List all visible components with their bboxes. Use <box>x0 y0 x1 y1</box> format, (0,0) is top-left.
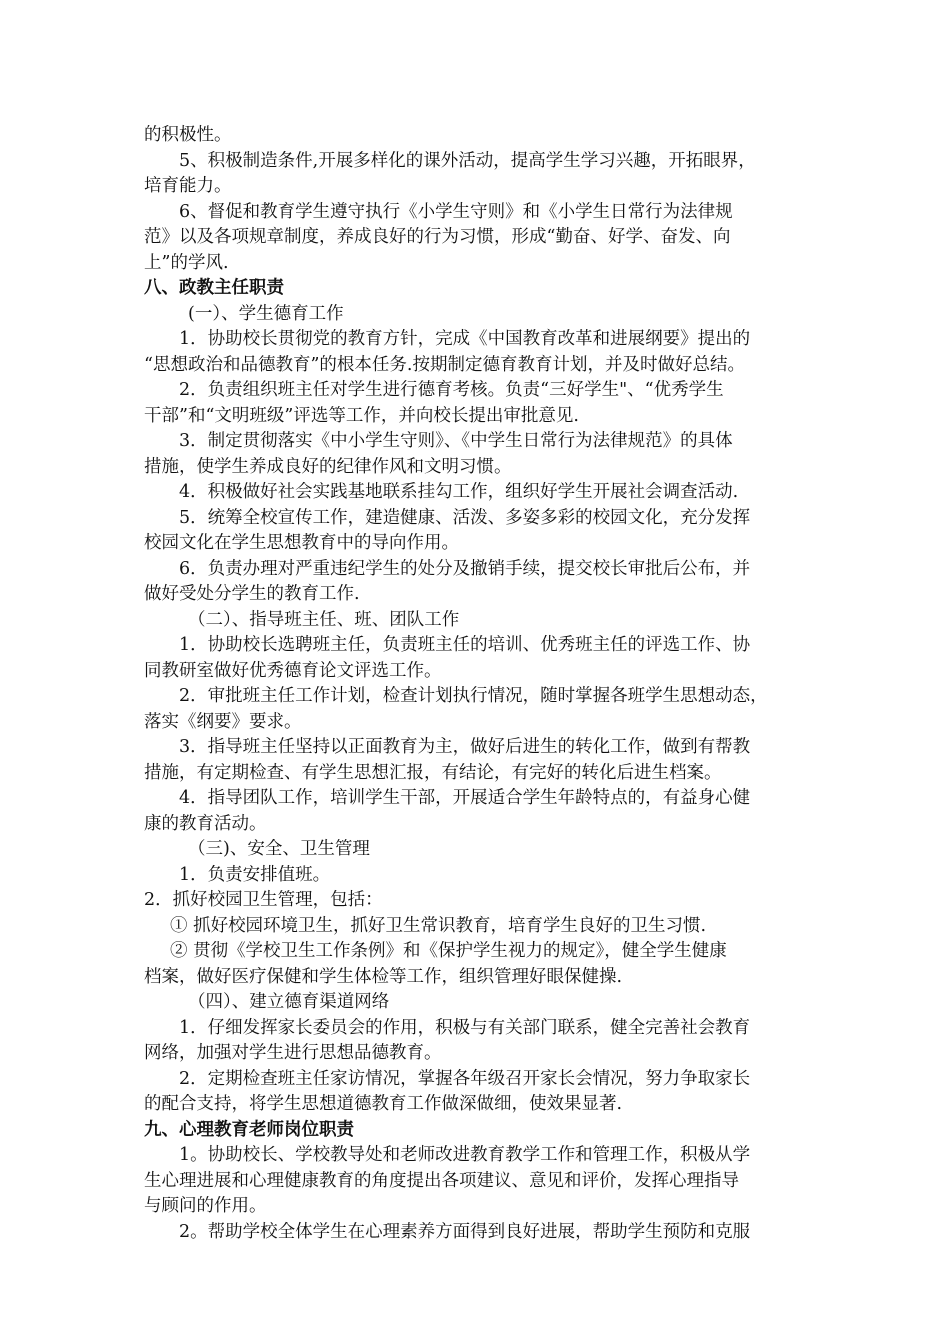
text-line: 康的教育活动。 <box>144 813 267 834</box>
text-line: 同教研室做好优秀德育论文评选工作。 <box>144 660 442 681</box>
text-line: ② 贯彻《学校卫生工作条例》和《保护学生视力的规定》，健全学生健康 <box>170 941 727 961</box>
text-line: 培育能力。 <box>144 176 232 196</box>
text-line: 5．统筹全校宣传工作，建造健康、活泼、多姿多彩的校园文化，充分发挥 <box>179 507 751 528</box>
text-line: 3．指导班主任坚持以正面教育为主，做好后进生的转化工作，做到有帮教 <box>179 737 751 757</box>
text-line: （四）、建立德育渠道网络 <box>188 992 390 1012</box>
text-line: 5、积极制造条件,开展多样化的课外活动，提高学生学习兴趣，开拓眼界， <box>179 150 756 171</box>
text-line: 干部”和“文明班级”评选等工作，并向校长提出审批意见. <box>144 405 579 426</box>
text-line: 范》以及各项规章制度，养成良好的行为习惯，形成“勤奋、好学、奋发、向 <box>144 227 731 247</box>
text-line: 2．抓好校园卫生管理，包括： <box>144 890 383 910</box>
text-line: 6、督促和教育学生遵守执行《小学生守则》和《小学生日常行为法律规 <box>179 201 733 222</box>
text-line: (一）、学生德育工作 <box>188 303 344 324</box>
text-line: 1。协助校长、学校教导处和老师改进教育教学工作和管理工作，积极从学 <box>179 1145 751 1165</box>
text-line: 的积极性。 <box>144 125 232 145</box>
section-heading: 九、心理教育老师岗位职责 <box>144 1119 354 1140</box>
text-line: 档案，做好医疗保健和学生体检等工作，组织管理好眼保健操. <box>144 966 623 987</box>
text-line: 措施，使学生养成良好的纪律作风和文明习惯。 <box>144 456 512 477</box>
text-line: 1．协助校长选聘班主任，负责班主任的培训、优秀班主任的评选工作、协 <box>179 635 751 655</box>
text-line: 与顾问的作用。 <box>144 1196 267 1216</box>
text-line: 1．协助校长贯彻党的教育方针，完成《中国教育改革和进展纲要》提出的 <box>179 329 751 349</box>
text-line: 措施，有定期检查、有学生思想汇报，有结论，有完好的转化后进生档案。 <box>144 762 722 783</box>
text-line: 6．负责办理对严重违纪学生的处分及撤销手续，提交校长审批后公布，并 <box>179 558 751 579</box>
text-line: 落实《纲要》要求。 <box>144 711 302 732</box>
text-line: “思想政治和品德教育”的根本任务.按期制定德育教育计划，并及时做好总结。 <box>144 354 745 375</box>
text-line: （三)、安全、卫生管理 <box>188 839 370 859</box>
text-line: 2．定期检查班主任家访情况，掌握各年级召开家长会情况，努力争取家长 <box>179 1068 751 1089</box>
text-line: 1．负责安排值班。 <box>179 864 331 885</box>
text-line: 生心理进展和心理健康教育的角度提出各项建议、意见和评价，发挥心理指导 <box>144 1170 739 1191</box>
text-line: 做好受处分学生的教育工作. <box>144 584 360 604</box>
text-line: 上”的学风. <box>144 252 229 273</box>
section-heading: 八、政教主任职责 <box>144 278 284 298</box>
text-line: ① 抓好校园环境卫生，抓好卫生常识教育，培育学生良好的卫生习惯. <box>170 915 707 936</box>
text-line: 4．积极做好社会实践基地联系挂勾工作，组织好学生开展社会调查活动. <box>179 482 739 502</box>
text-line: （二）、指导班主任、班、团队工作 <box>188 609 460 630</box>
text-line: 3．制定贯彻落实《中小学生守则》、《中学生日常行为法律规范》的具体 <box>179 431 733 451</box>
text-line: 4．指导团队工作，培训学生干部，开展适合学生年龄特点的，有益身心健 <box>179 788 751 808</box>
text-line: 校园文化在学生思想教育中的导向作用。 <box>144 533 459 553</box>
text-line: 2。帮助学校全体学生在心理素养方面得到良好进展，帮助学生预防和克服 <box>179 1221 751 1242</box>
text-line: 1．仔细发挥家长委员会的作用，积极与有关部门联系，健全完善社会教育 <box>179 1017 751 1038</box>
text-line: 的配合支持，将学生思想道德教育工作做深做细，使效果显著. <box>144 1094 623 1114</box>
text-line: 2．负责组织班主任对学生进行德育考核。负责“三好学生"、“优秀学生 <box>179 380 724 400</box>
document-body <box>144 123 809 1245</box>
text-line: 网络，加强对学生进行思想品德教育。 <box>144 1043 442 1063</box>
text-line: 2．审批班主任工作计划，检查计划执行情况，随时掌握各班学生思想动态， <box>179 686 768 706</box>
